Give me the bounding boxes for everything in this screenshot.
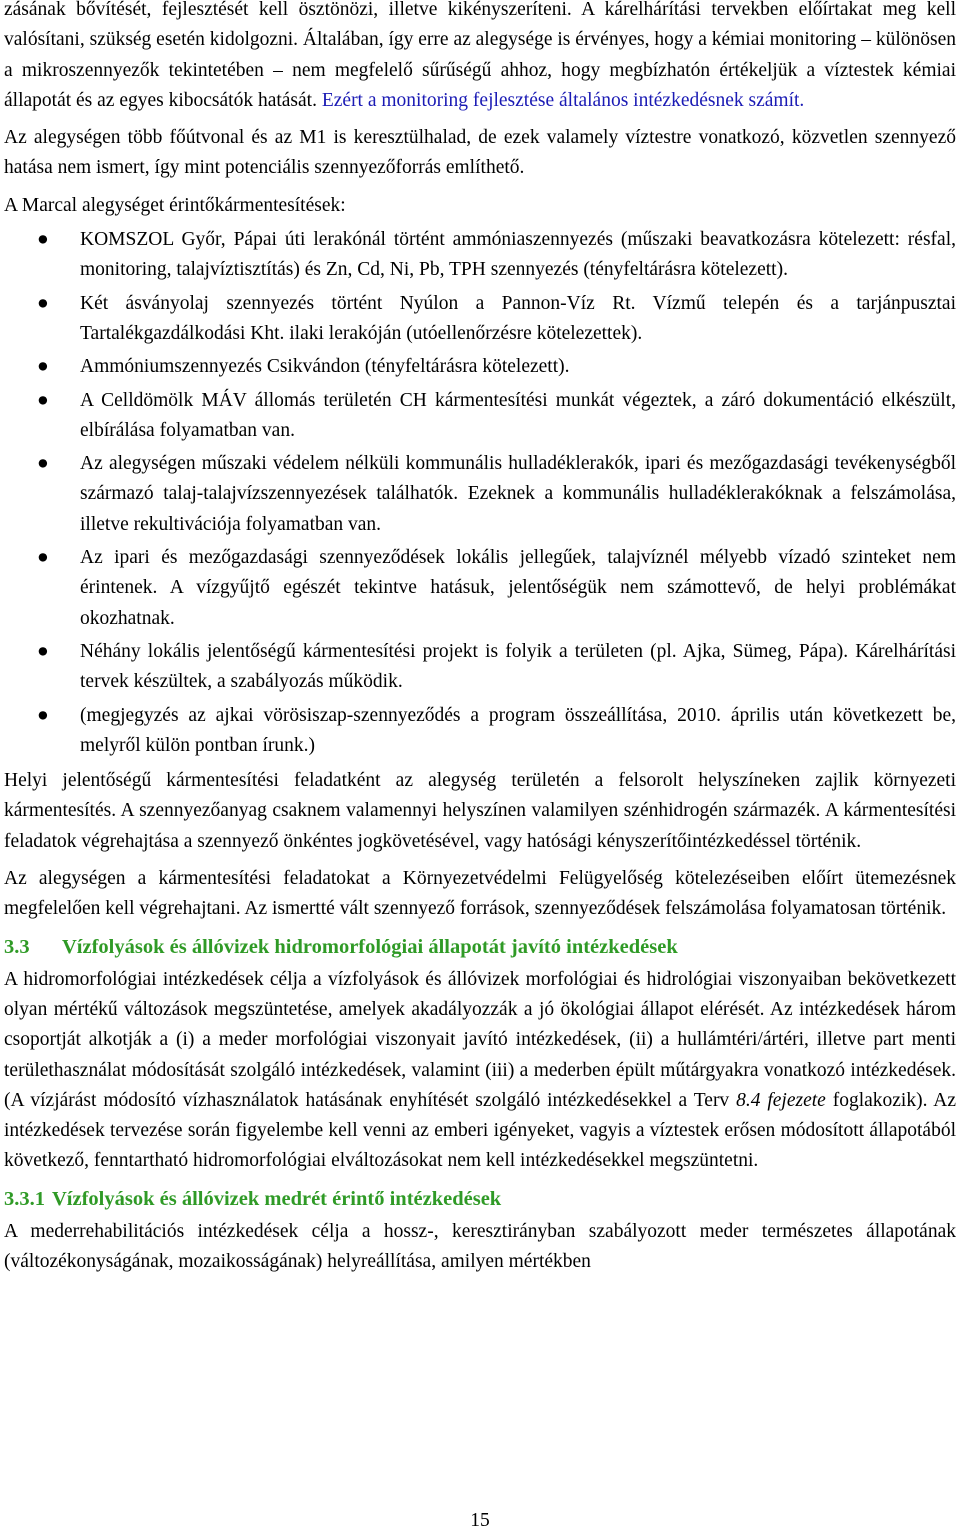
list-item-text: Néhány lokális jelentőségű kármentesítési projekt is folyik a területen (pl. Ajka, Sümeg, Pápa). Kárelhárítási tervek készültek, a szabályozás működik. (80, 640, 956, 693)
list-item (4, 701, 956, 762)
paragraph-hydromorphology-text-a: A hidromorfológiai intézkedések célja a vízfolyások és állóvizek morfológiai és hidrológiai viszonyaiban bekövetkezett olyan mértékű változások megszüntetése, amelyek akadályozzák a jó ökológiai állapot elérését. Az intézkedések három csoportját alkotják a (i) a meder morfológiai viszonyait javító intézkedések, (ii) a hullámtéri/ártéri, illetve part menti területhasználat módosítását szolgáló intézkedések, valamint (iii) a mederben épült műtárgyakra vonatkozó intézkedések. (A vízjárást módosító vízhasználatok hatásának enyhítését szolgáló intézkedésekkel a Terv (4, 968, 956, 1111)
document-page (4, 0, 956, 1284)
list-item-text: (megjegyzés az ajkai vörösiszap-szennyeződés a program összeállítása, 2010. április után következett be, melyről külön pontban írunk.) (80, 704, 956, 756)
bullet-icon: ● (37, 640, 49, 662)
highlighted-sentence: Ezért a monitoring fejlesztése általános intézkedésnek számít. (321, 89, 805, 111)
paragraph-remediation-intro: A Marcal alegységet érintőkármentesítések: (4, 194, 346, 216)
paragraph-hydromorphology (4, 965, 956, 1177)
bullet-icon: ● (37, 229, 49, 251)
paragraph-riverbed-rehabilitation: A mederrehabilitációs intézkedések célja a hossz-, keresztirányban szabályozott meder természetes állapotának (változékonyságának, mozaikosságának) helyreállítása, amilyen mértékben (4, 1220, 956, 1272)
section-heading-3-3 (4, 932, 956, 962)
bullet-icon: ● (37, 704, 49, 726)
section-title: Vízfolyások és állóvizek hidromorfológiai állapotát javító intézkedések (62, 935, 678, 958)
list-item (4, 352, 956, 382)
remediation-list (4, 225, 956, 761)
paragraph-local-remediation: Helyi jelentőségű kármentesítési feladatként az alegység területén a felsorolt helyszíneken zajlik környezeti kármentesítés. A szennyezőanyag csaknem valamennyi helyszínen valamilyen szénhidrogén származék. A kármentesítési feladatok végrehajtása a szennyező önkéntes jogkövetésével, vagy hatósági kényszerítőintézkedéssel történik. (4, 770, 956, 852)
paragraph-monitoring-text: zásának bővítését, fejlesztését kell ösztönözi, illetve kikényszeríteni. A kárelhárítási tervekben előírtakat meg kell valósítani, szükség esetén kidolgozni. Általában, így erre az alegysége is érvényes, hogy a kémiai monitoring – különösen a mikroszennyezők tekintetében – nem megfelelő sűrűségű ahhoz, hogy megbízhatón értékeljük a víztestek kémiai állapotát és az egyes kibocsátók hatását. (4, 0, 956, 111)
paragraph-monitoring (4, 0, 956, 116)
list-item (4, 386, 956, 447)
list-item-text: Az ipari és mezőgazdasági szennyeződések lokális jellegűek, talajvíznél mélyebb vízadó szinteket nem érintenek. A vízgyűjtő egészét tekintve hatásuk, jelentőségük nem számottevő, de helyi problémákat okozhatnak. (80, 547, 956, 629)
list-item (4, 289, 956, 350)
bullet-icon: ● (37, 547, 49, 569)
list-item (4, 225, 956, 286)
chapter-reference: 8.4 fejezete (736, 1089, 826, 1111)
list-item-text: Az alegységen műszaki védelem nélküli kommunális hulladéklerakók, ipari és mezőgazdasági tevékenységből származó talaj-talajvízszennyezések találhatók. Ezeknek a kommunális hulladéklerakóknak a felszámolása, illetve rekultivációja folyamatban van. (80, 453, 956, 535)
section-heading-3-3-1 (4, 1184, 956, 1214)
page-number: 15 (470, 1510, 490, 1531)
paragraph-inspectorate: Az alegységen a kármentesítési feladatokat a Környezetvédelmi Felügyelőség kötelezéseiben előírt ütemezésnek megfelelően kell végrehajtani. Az ismertté vált szennyező források, szennyeződések felszámolása folyamatosan történik. (4, 868, 956, 920)
bullet-icon: ● (37, 356, 49, 378)
list-item-text: Ammóniumszennyezés Csikvándon (tényfeltárásra kötelezett). (80, 356, 570, 378)
section-number: 3.3.1 (4, 1187, 45, 1210)
list-item-text: Két ásványolaj szennyezés történt Nyúlon a Pannon-Víz Rt. Vízmű telepén és a tarjánpusztai Tartalékgazdálkodási Kht. ilaki lerakóján (utóellenőrzésre kötelezettek). (80, 292, 956, 344)
paragraph-hydromorphology-text-b: foglakozik). Az intézkedések tervezése során figyelembe kell venni az emberi igényeket, vagyis a víztestek erősen módosított állapotából következő, fenntartható hidromorfológiai elváltozásokat nem kell intézkedésekkel megszüntetni. (4, 1089, 957, 1172)
bullet-icon: ● (37, 453, 49, 475)
section-number: 3.3 (4, 935, 30, 958)
paragraph-roads: Az alegységen több főútvonal és az M1 is keresztülhalad, de ezek valamely víztestre vonatkozó, közvetlen szennyező hatása nem ismert, így mint potenciális szennyezőforrás említhető. (4, 127, 956, 179)
bullet-icon: ● (37, 292, 49, 314)
section-title: Vízfolyások és állóvizek medrét érintő intézkedések (52, 1187, 502, 1210)
list-item-text: KOMSZOL Győr, Pápai úti lerakónál történt ammóniaszennyezés (műszaki beavatkozásra kötelezett: résfal, monitoring, talajvíztisztítás) és Zn, Cd, Ni, Pb, TPH szennyezés (tényfeltárásra kötelezett). (80, 229, 956, 281)
list-item-text: A Celldömölk MÁV állomás területén CH kármentesítési munkát végeztek, a záró dokumentáció elkészült, elbírálása folyamatban van. (80, 389, 956, 441)
list-item (4, 449, 956, 540)
list-item (4, 543, 956, 634)
list-item (4, 637, 956, 698)
bullet-icon: ● (37, 389, 49, 411)
